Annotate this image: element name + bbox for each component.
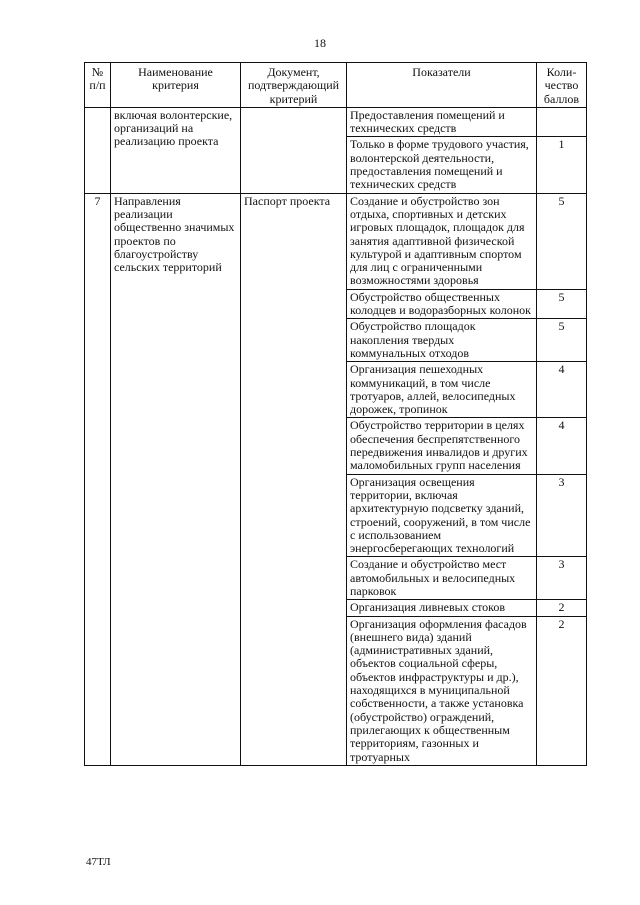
cell-score: 4 [537,418,587,474]
cell-score: 3 [537,557,587,600]
cell-indicator: Организация пешеходных коммуникаций, в том числе тротуаров, аллей, велосипедных дорожек, тропинок [347,362,537,418]
header-num: № п/п [85,63,111,108]
cell-indicator: Обустройство территории в целях обеспечения беспрепятственного передвижения инвалидов и других маломобильных групп населения [347,418,537,474]
cell-score: 3 [537,474,587,557]
header-indicators: Показатели [347,63,537,108]
cell-indicator: Организация освещения территории, включая архитектурную подсветку зданий, строений, сооружений, в том числе с использованием энергосберегающих технологий [347,474,537,557]
cell-score: 4 [537,362,587,418]
cell-num [85,107,111,193]
header-score: Коли-чество баллов [537,63,587,108]
cell-score: 2 [537,616,587,765]
cell-score: 5 [537,193,587,289]
cell-document [241,107,347,193]
cell-indicator: Обустройство общественных колодцев и водоразборных колонок [347,289,537,319]
cell-indicator: Организация оформления фасадов (внешнего вида) зданий (административных зданий, объектов социальной сферы, объектов инфраструктуры и др.), находящихся в муниципальной собственности, а также установка (обустройство) ограждений, прилегающих к общественным территориям, газонных и тротуарных [347,616,537,765]
cell-document: Паспорт проекта [241,193,347,765]
cell-indicator: Предоставления помещений и технических средств [347,107,537,137]
cell-score [537,107,587,137]
header-name: Наименование критерия [111,63,241,108]
document-code: 47ТЛ [86,856,111,868]
table-header-row [85,63,587,108]
cell-indicator: Только в форме трудового участия, волонтерской деятельности, предоставления помещений и технических средств [347,137,537,193]
cell-num: 7 [85,193,111,765]
cell-indicator: Создание и обустройство мест автомобильных и велосипедных парковок [347,557,537,600]
cell-score: 2 [537,600,587,616]
header-document: Документ, подтверждающий критерий [241,63,347,108]
table-row [85,193,587,289]
cell-score: 5 [537,319,587,362]
cell-indicator: Создание и обустройство зон отдыха, спортивных и детских игровых площадок, площадок для занятия адаптивной физической культурой и адаптивным спортом для лиц с ограниченными возможностями здоровья [347,193,537,289]
cell-criterion-name: включая волонтерские, организаций на реализацию проекта [111,107,241,193]
page-number: 18 [314,36,326,50]
cell-score: 1 [537,137,587,193]
table-row [85,107,587,137]
cell-score: 5 [537,289,587,319]
cell-indicator: Обустройство площадок накопления твердых коммунальных отходов [347,319,537,362]
cell-indicator: Организация ливневых стоков [347,600,537,616]
criteria-table [84,62,587,766]
cell-criterion-name: Направления реализации общественно значимых проектов по благоустройству сельских территорий [111,193,241,765]
